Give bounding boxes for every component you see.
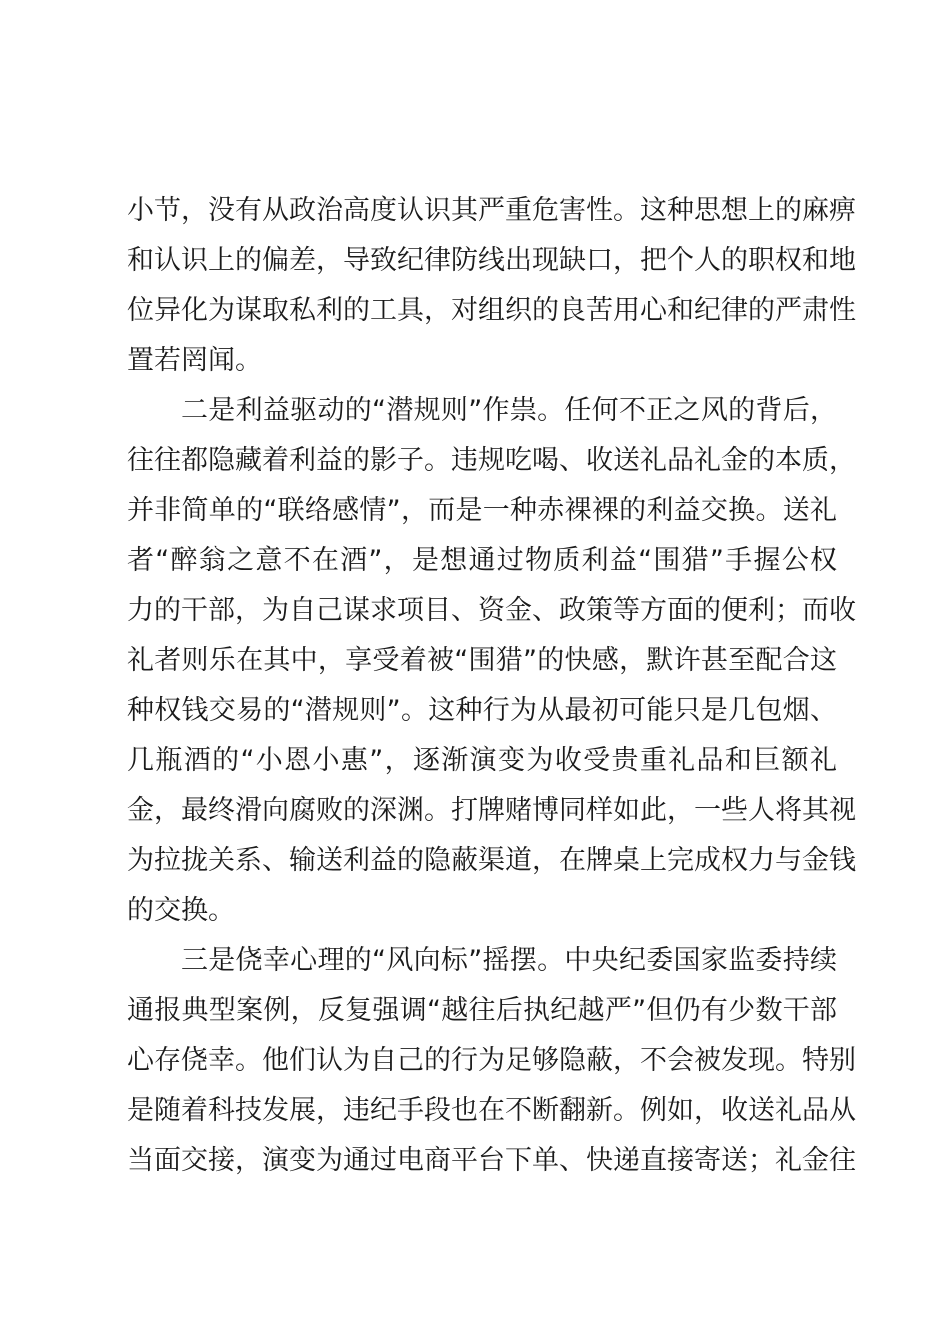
- text-line: 者“醉翁之意不在酒”，是想通过物质利益“围猎”手握公权: [127, 545, 837, 576]
- text-line: 当面交接，演变为通过电商平台下单、快递直接寄送；礼金往: [127, 1145, 856, 1176]
- text-line: 种权钱交易的“潜规则”。这种行为从最初可能只是几包烟、: [127, 695, 837, 726]
- document-body: [127, 186, 856, 1186]
- text-line: 置若罔闻。: [127, 345, 262, 376]
- text-line: 金，最终滑向腐败的深渊。打牌赌博同样如此，一些人将其视: [127, 795, 856, 826]
- text-line: 二是利益驱动的“潜规则”作祟。任何不正之风的背后，: [181, 395, 837, 426]
- text-line: 并非简单的“联络感情”，而是一种赤裸裸的利益交换。送礼: [127, 495, 837, 526]
- text-line: 几瓶酒的“小恩小惠”，逐渐演变为收受贵重礼品和巨额礼: [127, 745, 837, 776]
- text-line: 的交换。: [127, 895, 235, 926]
- paragraph-point-three: [127, 936, 856, 1186]
- text-line: 小节，没有从政治高度认识其严重危害性。这种思想上的麻痹: [127, 195, 856, 226]
- paragraph-point-two: [127, 386, 856, 936]
- text-line: 和认识上的偏差，导致纪律防线出现缺口，把个人的职权和地: [127, 245, 856, 276]
- text-line: 是随着科技发展，违纪手段也在不断翻新。例如，收送礼品从: [127, 1095, 856, 1126]
- text-line: 心存侥幸。他们认为自己的行为足够隐蔽，不会被发现。特别: [127, 1045, 856, 1076]
- text-line: 往往都隐藏着利益的影子。违规吃喝、收送礼品礼金的本质，: [127, 445, 856, 476]
- text-line: 三是侥幸心理的“风向标”摇摆。中央纪委国家监委持续: [181, 945, 837, 976]
- paragraph-continuation: [127, 186, 856, 386]
- text-line: 礼者则乐在其中，享受着被“围猎”的快感，默许甚至配合这: [127, 645, 837, 676]
- text-line: 通报典型案例，反复强调“越往后执纪越严”但仍有少数干部: [127, 995, 837, 1026]
- text-line: 为拉拢关系、输送利益的隐蔽渠道，在牌桌上完成权力与金钱: [127, 845, 856, 876]
- text-line: 位异化为谋取私利的工具，对组织的良苦用心和纪律的严肃性: [127, 295, 856, 326]
- text-line: 力的干部，为自己谋求项目、资金、政策等方面的便利；而收: [127, 595, 856, 626]
